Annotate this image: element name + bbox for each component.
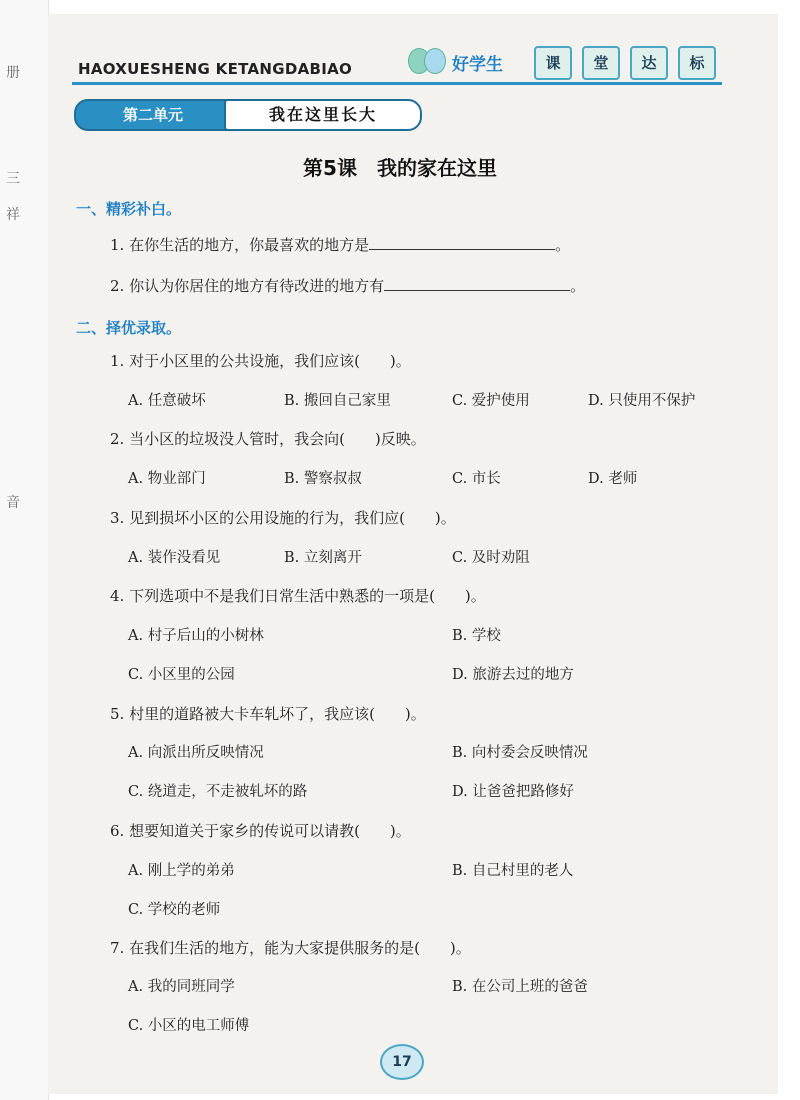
margin-mark: 音 xyxy=(6,495,20,511)
answer-option[interactable]: C. 绕道走，不走被轧坏的路 xyxy=(128,784,308,800)
answer-blank[interactable] xyxy=(369,235,555,250)
header-pinyin: HAOXUESHENG KETANGDABIAO xyxy=(78,60,353,78)
header-badge: 堂 xyxy=(582,46,620,80)
answer-option[interactable]: C. 市长 xyxy=(452,471,501,487)
unit-banner xyxy=(74,99,422,129)
lesson-title: 第5课 我的家在这里 xyxy=(303,156,497,180)
question-stem: 6. 想要知道关于家乡的传说可以请教( )。 xyxy=(110,822,411,840)
unit-label: 第二单元 xyxy=(74,99,232,131)
margin-mark: 册 xyxy=(6,65,20,81)
balloon-icon xyxy=(424,48,446,74)
answer-option[interactable]: D. 只使用不保护 xyxy=(588,393,696,409)
answer-option[interactable]: A. 向派出所反映情况 xyxy=(128,745,264,761)
answer-option[interactable]: B. 自己村里的老人 xyxy=(452,863,574,879)
answer-option[interactable]: D. 让爸爸把路修好 xyxy=(452,784,574,800)
question-stem: 2. 当小区的垃圾没人管时，我会向( )反映。 xyxy=(110,430,426,448)
answer-option[interactable]: A. 刚上学的弟弟 xyxy=(128,863,235,879)
header-badge: 课 xyxy=(534,46,572,80)
answer-option[interactable]: D. 旅游去过的地方 xyxy=(452,667,574,683)
question-stem: 7. 在我们生活的地方，能为大家提供服务的是( )。 xyxy=(110,939,471,957)
answer-option[interactable]: B. 学校 xyxy=(452,628,501,644)
answer-blank[interactable] xyxy=(384,276,570,291)
answer-option[interactable]: A. 物业部门 xyxy=(128,471,206,487)
answer-option[interactable]: C. 小区的电工师傅 xyxy=(128,1018,250,1034)
answer-option[interactable]: C. 爱护使用 xyxy=(452,393,530,409)
unit-title: 我在这里长大 xyxy=(224,99,422,131)
fill-in-item-1: 1. 在你生活的地方，你最喜欢的地方是 。 xyxy=(110,236,571,254)
answer-option[interactable]: B. 向村委会反映情况 xyxy=(452,745,588,761)
fill-in-item-2: 2. 你认为你居住的地方有待改进的地方有 。 xyxy=(110,277,586,295)
page-header xyxy=(72,46,722,88)
question-stem: 3. 见到损坏小区的公用设施的行为，我们应( )。 xyxy=(110,509,456,527)
section-heading-multiple-choice: 二、择优录取。 xyxy=(76,319,182,337)
answer-option[interactable]: A. 我的同班同学 xyxy=(128,979,235,995)
question-stem: 1. 对于小区里的公共设施，我们应该( )。 xyxy=(110,352,411,370)
header-rule xyxy=(72,82,722,85)
question-stem: 4. 下列选项中不是我们日常生活中熟悉的一项是( )。 xyxy=(110,587,486,605)
answer-option[interactable]: A. 任意破坏 xyxy=(128,393,206,409)
fill-in-text: 2. 你认为你居住的地方有待改进的地方有 xyxy=(110,277,385,295)
margin-mark: 三 xyxy=(6,171,20,187)
margin-mark: 祥 xyxy=(6,207,20,223)
answer-option[interactable]: B. 搬回自己家里 xyxy=(284,393,391,409)
header-badge: 达 xyxy=(630,46,668,80)
page-number: 17 xyxy=(380,1044,424,1080)
answer-option[interactable]: A. 村子后山的小树林 xyxy=(128,628,264,644)
question-stem: 5. 村里的道路被大卡车轧坏了，我应该( )。 xyxy=(110,705,426,723)
brand-name: 好学生 xyxy=(452,55,503,75)
answer-option[interactable]: B. 在公司上班的爸爸 xyxy=(452,979,588,995)
section-heading-fill-in: 一、精彩补白。 xyxy=(76,200,182,218)
answer-option[interactable]: C. 学校的老师 xyxy=(128,902,221,918)
answer-option[interactable]: A. 装作没看见 xyxy=(128,550,221,566)
answer-option[interactable]: C. 及时劝阻 xyxy=(452,550,530,566)
answer-option[interactable]: B. 警察叔叔 xyxy=(284,471,362,487)
answer-option[interactable]: D. 老师 xyxy=(588,471,638,487)
header-badge: 标 xyxy=(678,46,716,80)
answer-option[interactable]: C. 小区里的公园 xyxy=(128,667,235,683)
answer-option[interactable]: B. 立刻离开 xyxy=(284,550,362,566)
fill-in-text: 1. 在你生活的地方，你最喜欢的地方是 xyxy=(110,236,370,254)
